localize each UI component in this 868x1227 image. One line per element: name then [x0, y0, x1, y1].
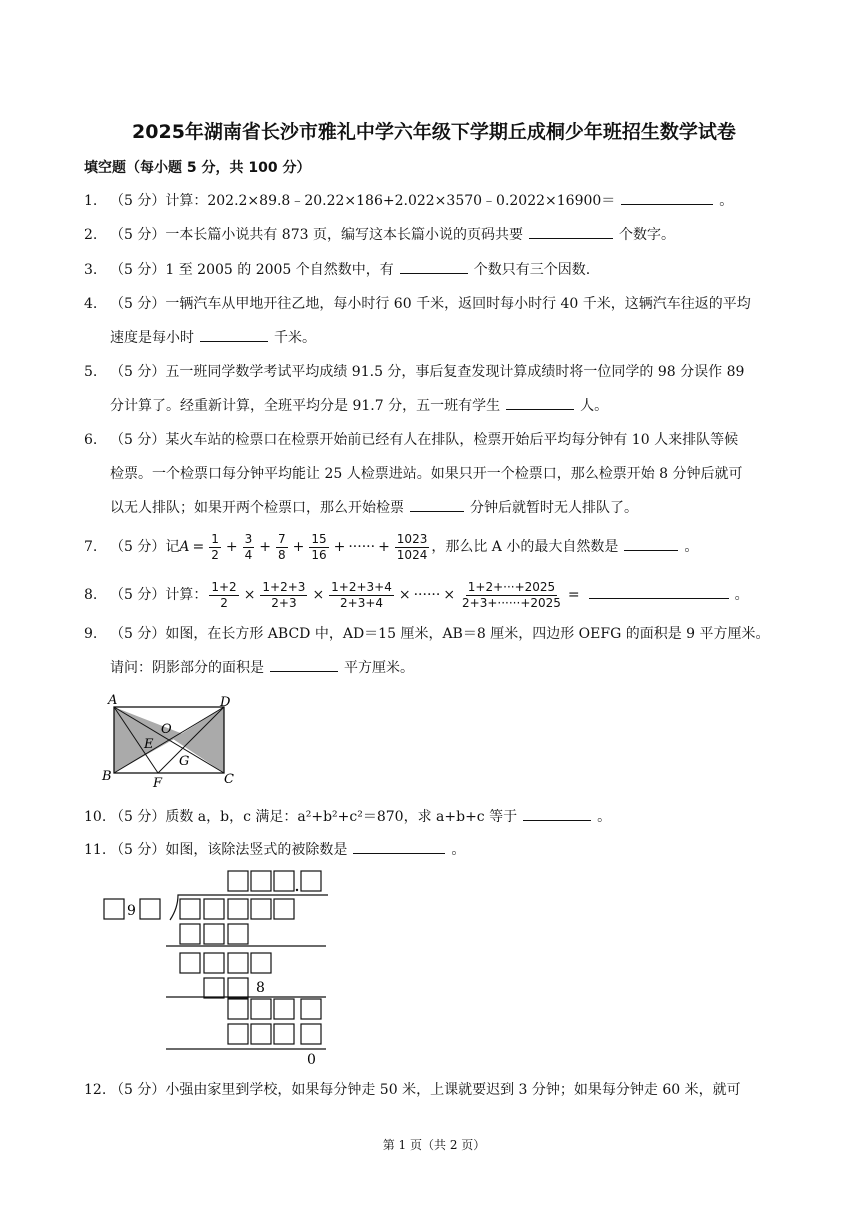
fraction: $\frac{1+2+\cdot\cdot\cdot+2025}{2+3+\cdot\cdot\cdot\cdot\cdot\cdot+2025}$: [462, 579, 561, 610]
question-end: 。: [734, 587, 749, 603]
question-10: [84, 800, 794, 834]
question-number: 1.: [84, 193, 98, 209]
question-number: 9.: [84, 626, 98, 642]
remainder-0: 0: [307, 1052, 316, 1068]
question-number: 12.: [84, 1082, 107, 1098]
page-title: 2025年湖南省长沙市雅礼中学六年级下学期丘成桐少年班招生数学试卷: [132, 121, 736, 143]
question-12: [84, 1073, 794, 1107]
fraction: $\frac{1023}{1024}$: [396, 531, 428, 562]
question-6: [84, 423, 794, 525]
answer-blank[interactable]: [270, 655, 338, 672]
divisor-digit-9: 9: [127, 903, 136, 919]
question-text: （5 分）某火车站的检票口在检票开始前已经有人在排队，检票开始后平均每分钟有 10 人来排队等候: [110, 432, 739, 448]
fraction: $\frac{3}{4}$: [244, 531, 253, 562]
equals-sign: =: [192, 539, 205, 555]
rectangle-figure: [100, 690, 240, 790]
fraction: $\frac{1+2}{2}$: [211, 579, 237, 610]
question-end: 。: [451, 842, 466, 858]
question-7: 7. （5 分）记A = $\frac{1}{2}$ + $\frac{3}{4}$ + $\frac{7}{8}$ + $\frac{15}{16}$ + ······ + $\frac{1023}{1024}$ ，那么比 A 小的最大自然数是 。: [84, 530, 794, 564]
answer-blank[interactable]: [506, 393, 574, 410]
ellipsis: ······: [413, 587, 441, 603]
question-text: （5 分）如图，在长方形 ABCD 中，AD＝15 厘米，AB＝8 厘米，四边形 OEFG 的面积是 9 平方厘米。: [110, 626, 770, 642]
answer-blank[interactable]: [589, 582, 729, 599]
fraction: $\frac{1+2+3}{2+3}$: [262, 579, 306, 610]
question-number: 2.: [84, 227, 98, 243]
label-a: A: [108, 693, 118, 708]
question-end: 。: [684, 539, 699, 555]
question-8: 8. （5 分）计算： $\frac{1+2}{2}$ × $\frac{1+2+3}{2+3}$ × $\frac{1+2+3+4}{2+3+4}$ × ······ × $\frac{1+2+\cdot\cdot\cdot+2025}{2+3+\cdot\cdot\cdot\cdot\cdot\cdot+2025}$ = 。: [84, 578, 794, 612]
question-4: [84, 287, 794, 355]
fraction: $\frac{7}{8}$: [277, 531, 286, 562]
question-end: 个数字。: [618, 227, 675, 243]
page-footer: 第 1 页（共 2 页）: [382, 1138, 486, 1152]
ellipsis: ······: [348, 539, 376, 555]
answer-blank[interactable]: [624, 534, 678, 551]
question-text: ，那么比 A 小的最大自然数是: [431, 539, 619, 555]
answer-blank[interactable]: [523, 804, 591, 821]
question-number: 11.: [84, 842, 107, 858]
fraction: $\frac{1}{2}$: [211, 531, 219, 562]
question-text: （5 分）一辆汽车从甲地开往乙地，每小时行 60 千米，返回时每小时行 40 千米，这辆汽车往返的平均: [110, 296, 751, 312]
question-text: 速度是每小时: [110, 330, 194, 346]
digit-8: 8: [256, 980, 265, 996]
question-end: 。: [719, 193, 734, 209]
question-end: 分钟后就暂时无人排队了。: [470, 500, 638, 516]
question-text: 检票。一个检票口每分钟平均能让 25 人检票进站。如果只开一个检票口，那么检票开始 8 分钟后就可: [110, 466, 743, 482]
question-end: 千米。: [274, 330, 316, 346]
question-text: 请问：阴影部分的面积是: [110, 660, 264, 676]
section-heading: 填空题（每小题 5 分，共 100 分）: [84, 160, 311, 176]
question-text: （5 分）一本长篇小说共有 873 页，编写这本长篇小说的页码共要: [110, 227, 523, 243]
variable-a: A: [179, 539, 190, 555]
question-text: （5 分）如图，该除法竖式的被除数是: [110, 842, 348, 858]
label-b: B: [102, 769, 112, 784]
question-11: [84, 833, 794, 867]
question-number: 4.: [84, 296, 98, 312]
question-text: （5 分）1 至 2005 的 2005 个自然数中，有: [110, 262, 394, 278]
question-text: 分计算了。经重新计算，全班平均分是 91.7 分，五一班有学生: [110, 398, 501, 414]
question-number: 3.: [84, 262, 98, 278]
answer-blank[interactable]: [621, 188, 713, 205]
decimal-point: [296, 889, 298, 891]
question-number: 8.: [84, 587, 98, 603]
question-3: [84, 253, 794, 287]
answer-blank[interactable]: [410, 495, 464, 512]
question-end: 人。: [580, 398, 609, 414]
question-number: 6.: [84, 432, 98, 448]
question-9: [84, 617, 794, 685]
question-end: 平方厘米。: [344, 660, 414, 676]
label-e: E: [144, 737, 154, 752]
question-2: [84, 218, 794, 252]
fraction: $\frac{15}{16}$: [311, 531, 327, 562]
question-number: 10.: [84, 809, 107, 825]
question-text: 以无人排队；如果开两个检票口，那么开始检票: [110, 500, 404, 516]
question-text: （5 分）计算：202.2×89.8﹣20.22×186+2.022×3570﹣0.2022×16900＝: [110, 193, 616, 209]
question-5: [84, 355, 794, 423]
question-end: 个数只有三个因数.: [473, 262, 591, 278]
long-division-figure: [100, 868, 340, 1068]
label-f: F: [153, 776, 163, 790]
question-text: （5 分）质数 a，b，c 满足：a²+b²+c²＝870，求 a+b+c 等于: [110, 809, 518, 825]
label-o: O: [161, 722, 172, 737]
question-number: 7.: [84, 539, 98, 555]
question-1: [84, 184, 794, 218]
answer-blank[interactable]: [353, 837, 445, 854]
fraction: $\frac{1+2+3+4}{2+3+4}$: [331, 579, 392, 610]
label-c: C: [224, 772, 234, 787]
question-text: （5 分）记: [110, 539, 180, 555]
question-number: 5.: [84, 364, 98, 380]
answer-blank[interactable]: [200, 325, 268, 342]
label-g: G: [179, 754, 190, 769]
question-text: （5 分）计算：: [110, 587, 208, 603]
label-d: D: [220, 695, 231, 710]
question-text: （5 分）五一班同学数学考试平均成绩 91.5 分，事后复查发现计算成绩时将一位同学的 98 分误作 89: [110, 364, 745, 380]
question-text: （5 分）小强由家里到学校，如果每分钟走 50 米，上课就要迟到 3 分钟；如果每分钟走 60 米，就可: [110, 1082, 741, 1098]
answer-blank[interactable]: [529, 222, 613, 239]
answer-blank[interactable]: [400, 257, 468, 274]
question-end: 。: [597, 809, 612, 825]
